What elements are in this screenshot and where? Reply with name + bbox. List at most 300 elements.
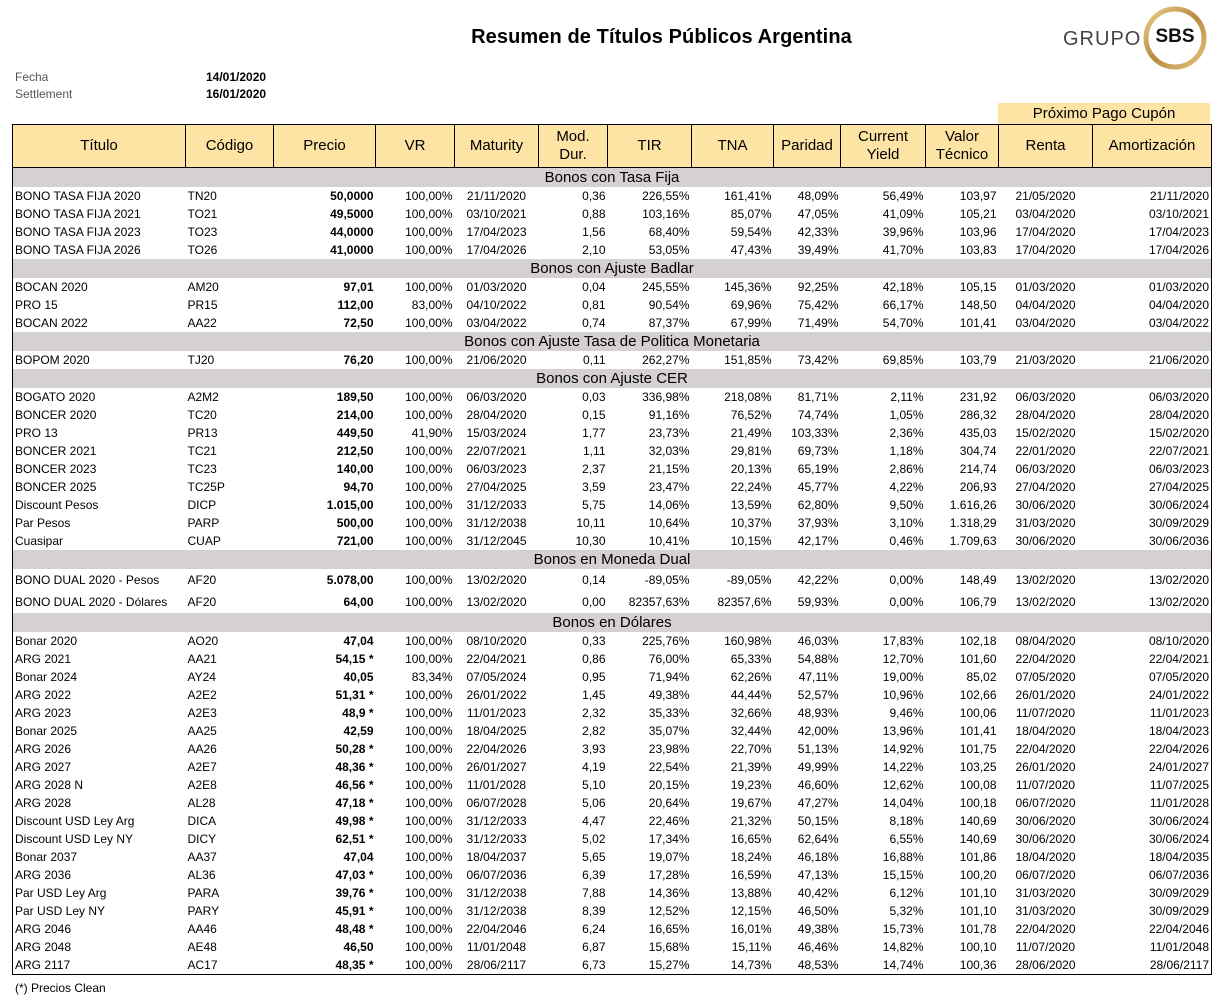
- table-cell: 2,86%: [889, 462, 924, 476]
- table-cell: 41,0000: [330, 243, 374, 257]
- table-row: [13, 794, 1212, 812]
- table-row: [13, 314, 1212, 332]
- table-cell: 97,01: [343, 280, 374, 294]
- table-cell: 100,00%: [405, 390, 453, 404]
- table-cell: 16,65%: [648, 922, 690, 936]
- table-cell: 19,23%: [730, 778, 772, 792]
- table-cell: 1,45: [582, 688, 606, 702]
- table-cell: 01/03/2020: [1148, 280, 1209, 294]
- table-cell: 35,07%: [648, 724, 690, 738]
- table-cell: 40,42%: [797, 886, 839, 900]
- table-cell: 14,04%: [882, 796, 924, 810]
- table-row: [13, 686, 1212, 704]
- table-cell: 262,27%: [642, 353, 690, 367]
- table-cell: 2,11%: [890, 390, 924, 404]
- table-cell: TO26: [187, 243, 218, 257]
- table-cell: 101,78: [959, 922, 997, 936]
- table-cell: 30/06/2024: [1148, 832, 1209, 846]
- table-cell: 2,82: [582, 724, 606, 738]
- column-header: Precio: [274, 125, 376, 168]
- table-cell: ARG 2046: [15, 922, 72, 936]
- table-cell: 41,70%: [882, 243, 924, 257]
- table-cell: 15,15%: [882, 868, 924, 882]
- table-cell: 48,36 *: [335, 760, 374, 774]
- table-cell: 41,90%: [411, 426, 453, 440]
- table-cell: A2E3: [187, 706, 217, 720]
- table-cell: 31/03/2020: [1015, 516, 1076, 530]
- table-cell: BONCER 2020: [15, 408, 97, 422]
- table-cell: 42,17%: [797, 534, 839, 548]
- table-cell: ARG 2026: [15, 742, 72, 756]
- table-cell: 32,44%: [730, 724, 772, 738]
- table-cell: 151,85%: [724, 353, 772, 367]
- table-cell: 48,9 *: [342, 706, 374, 720]
- table-cell: 112,00: [337, 298, 374, 312]
- table-cell: 08/10/2020: [1148, 634, 1209, 648]
- table-cell: 03/04/2022: [1148, 316, 1209, 330]
- column-header: Mod. Dur.: [539, 125, 608, 168]
- table-cell: 17,28%: [648, 868, 690, 882]
- table-cell: 212,50: [336, 444, 374, 458]
- table-cell: 13/02/2020: [1015, 595, 1076, 609]
- table-cell: AA26: [187, 742, 217, 756]
- table-cell: BONO TASA FIJA 2023: [15, 225, 141, 239]
- table-cell: 2,36%: [889, 426, 924, 440]
- table-cell: ARG 2027: [15, 760, 72, 774]
- table-cell: 103,97: [959, 189, 997, 203]
- table-cell: 15,68%: [648, 940, 690, 954]
- table-cell: 35,33%: [648, 706, 690, 720]
- table-row: [13, 278, 1212, 296]
- table-cell: 500,00: [336, 516, 374, 530]
- table-cell: 32,66%: [730, 706, 772, 720]
- table-cell: 30/06/2024: [1148, 498, 1209, 512]
- table-cell: 31/12/2033: [466, 814, 527, 828]
- table-row: [13, 758, 1212, 776]
- table-cell: TC20: [187, 408, 217, 422]
- table-cell: AA46: [187, 922, 217, 936]
- table-cell: 19,07%: [648, 850, 690, 864]
- table-cell: TC25P: [187, 480, 225, 494]
- table-cell: 49,98 *: [335, 814, 374, 828]
- table-cell: 100,00%: [405, 444, 453, 458]
- table-cell: TJ20: [187, 353, 215, 367]
- table-cell: 10,41%: [648, 534, 690, 548]
- proximo-pago-cupon-header: Próximo Pago Cupón: [998, 103, 1210, 124]
- table-cell: 30/09/2029: [1148, 516, 1209, 530]
- table-cell: 87,37%: [648, 316, 690, 330]
- table-cell: 214,74: [959, 462, 997, 476]
- table-cell: 103,16%: [642, 207, 690, 221]
- table-cell: 0,46%: [889, 534, 924, 548]
- table-cell: 07/05/2024: [466, 670, 527, 684]
- table-cell: 18/04/2023: [1148, 724, 1209, 738]
- table-cell: 15,27%: [648, 958, 690, 972]
- table-cell: AL28: [187, 796, 216, 810]
- table-cell: AA22: [187, 316, 217, 330]
- table-cell: 06/07/2020: [1015, 868, 1076, 882]
- table-cell: 47,11%: [798, 670, 839, 684]
- table-cell: 18,24%: [730, 850, 772, 864]
- table-body: [13, 168, 1212, 975]
- table-cell: 225,76%: [642, 634, 690, 648]
- table-cell: 4,22%: [889, 480, 924, 494]
- table-cell: 103,33%: [791, 426, 839, 440]
- table-cell: 18/04/2020: [1015, 850, 1076, 864]
- table-cell: 44,0000: [330, 225, 374, 239]
- table-cell: 103,79: [959, 353, 997, 367]
- table-cell: 103,83: [959, 243, 997, 257]
- table-cell: 46,50%: [797, 904, 839, 918]
- table-cell: 9,46%: [889, 706, 924, 720]
- table-cell: 41,09%: [882, 207, 924, 221]
- table-cell: 103,96: [959, 225, 997, 239]
- table-cell: 189,50: [336, 390, 374, 404]
- table-cell: 65,19%: [797, 462, 839, 476]
- table-cell: 1.318,29: [949, 516, 997, 530]
- table-cell: 3,93: [582, 742, 606, 756]
- table-cell: 100,00%: [405, 868, 453, 882]
- table-row: [13, 740, 1212, 758]
- table-cell: 15,73%: [882, 922, 924, 936]
- table-cell: 23,73%: [648, 426, 690, 440]
- table-cell: 101,86: [959, 850, 997, 864]
- table-cell: 59,54%: [730, 225, 772, 239]
- table-cell: 6,73: [582, 958, 606, 972]
- table-cell: 47,43%: [730, 243, 772, 257]
- table-cell: 100,18: [959, 796, 997, 810]
- table-cell: 83,34%: [411, 670, 453, 684]
- table-cell: 6,24: [582, 922, 606, 936]
- section-title: Bonos con Ajuste Tasa de Politica Monetaria: [13, 332, 1212, 351]
- table-cell: 26/01/2022: [466, 688, 527, 702]
- table-cell: 49,5000: [330, 207, 374, 221]
- table-cell: 21/11/2020: [466, 189, 527, 203]
- table-cell: 22/04/2020: [1015, 922, 1076, 936]
- table-cell: 31/12/2033: [466, 498, 527, 512]
- table-cell: 04/10/2022: [466, 298, 527, 312]
- section-title: Bonos en Dólares: [13, 613, 1212, 632]
- table-cell: AA21: [187, 652, 217, 666]
- table-cell: 1.015,00: [326, 498, 374, 512]
- table-cell: 48,53%: [797, 958, 839, 972]
- table-cell: 0,88: [582, 207, 606, 221]
- table-cell: 20,64%: [648, 796, 690, 810]
- table-cell: 5,02: [582, 832, 606, 846]
- table-cell: 27/04/2020: [1015, 480, 1076, 494]
- table-cell: 105,21: [959, 207, 997, 221]
- table-row: [13, 848, 1212, 866]
- section-header-row: [13, 550, 1212, 569]
- table-cell: 24/01/2027: [1148, 760, 1209, 774]
- table-cell: A2E2: [187, 688, 217, 702]
- table-cell: 101,10: [959, 904, 997, 918]
- table-cell: 08/04/2020: [1015, 634, 1076, 648]
- footnote: (*) Precios Clean: [15, 981, 106, 995]
- column-header: VR: [376, 125, 455, 168]
- table-cell: 336,98%: [642, 390, 690, 404]
- table-cell: 39,96%: [882, 225, 924, 239]
- table-cell: 449,50: [336, 426, 374, 440]
- table-cell: BOGATO 2020: [15, 390, 96, 404]
- table-cell: 28/04/2020: [1015, 408, 1076, 422]
- table-row: [13, 956, 1212, 975]
- table-cell: Discount Pesos: [15, 498, 99, 512]
- table-row: [13, 496, 1212, 514]
- table-cell: 148,49: [959, 573, 997, 587]
- section-title: Bonos con Tasa Fija: [13, 168, 1212, 188]
- table-cell: 5,06: [582, 796, 606, 810]
- table-cell: 28/06/2117: [466, 958, 527, 972]
- section-title: Bonos en Moneda Dual: [13, 550, 1212, 569]
- table-cell: 100,00%: [405, 814, 453, 828]
- table-cell: 49,38%: [648, 688, 690, 702]
- table-cell: 71,49%: [797, 316, 839, 330]
- table-cell: 45,91 *: [335, 904, 374, 918]
- table-cell: 27/04/2025: [466, 480, 527, 494]
- table-cell: PR15: [187, 298, 218, 312]
- table-cell: Bonar 2025: [15, 724, 78, 738]
- table-cell: 64,00: [343, 595, 374, 609]
- table-cell: 11/01/2023: [466, 706, 527, 720]
- table-cell: 101,60: [959, 652, 997, 666]
- table-row: [13, 812, 1212, 830]
- table-row: [13, 424, 1212, 442]
- table-cell: 30/06/2020: [1015, 534, 1076, 548]
- table-cell: Par USD Ley Arg: [15, 886, 107, 900]
- table-cell: AO20: [187, 634, 219, 648]
- table-cell: 102,66: [959, 688, 997, 702]
- table-cell: 16,65%: [730, 832, 772, 846]
- table-cell: 100,00%: [405, 634, 453, 648]
- table-cell: BONO TASA FIJA 2026: [15, 243, 141, 257]
- table-row: [13, 205, 1212, 223]
- table-cell: 0,03: [582, 390, 606, 404]
- table-cell: 42,59: [343, 724, 374, 738]
- table-cell: 44,44%: [730, 688, 772, 702]
- table-cell: 0,95: [582, 670, 606, 684]
- table-cell: 17,83%: [882, 634, 924, 648]
- table-cell: 100,00%: [405, 225, 453, 239]
- bonds-table: [12, 124, 1212, 975]
- table-cell: 67,99%: [730, 316, 772, 330]
- page-title: Resumen de Títulos Públicos Argentina: [471, 26, 852, 48]
- table-cell: 46,46%: [797, 940, 839, 954]
- table-cell: 30/06/2036: [1148, 534, 1209, 548]
- table-cell: 30/06/2020: [1015, 814, 1076, 828]
- table-row: [13, 442, 1212, 460]
- column-header: Maturity: [455, 125, 539, 168]
- table-cell: 0,33: [582, 634, 606, 648]
- table-cell: 42,00%: [797, 724, 839, 738]
- table-cell: 22/07/2021: [466, 444, 527, 458]
- table-cell: 0,15: [582, 408, 606, 422]
- table-cell: 245,55%: [642, 280, 690, 294]
- table-cell: 08/10/2020: [466, 634, 527, 648]
- table-cell: 21/05/2020: [1015, 189, 1076, 203]
- table-cell: 19,67%: [730, 796, 772, 810]
- column-header: Código: [186, 125, 274, 168]
- table-cell: 2,10: [582, 243, 606, 257]
- table-cell: 0,36: [582, 189, 606, 203]
- column-header: Valor Técnico: [926, 125, 999, 168]
- table-cell: 2,32: [582, 706, 606, 720]
- column-header: Renta: [999, 125, 1093, 168]
- table-cell: 40,05: [343, 670, 374, 684]
- table-cell: PARP: [187, 516, 220, 530]
- table-cell: 21/03/2020: [1015, 353, 1076, 367]
- table-cell: 100,00%: [405, 516, 453, 530]
- table-cell: 39,49%: [797, 243, 839, 257]
- table-row: [13, 866, 1212, 884]
- table-cell: 12,52%: [648, 904, 690, 918]
- table-cell: 13,96%: [882, 724, 924, 738]
- table-cell: Cuasipar: [15, 534, 64, 548]
- table-cell: 07/05/2020: [1148, 670, 1209, 684]
- table-cell: 23,47%: [648, 480, 690, 494]
- table-cell: 48,35 *: [335, 958, 374, 972]
- table-cell: BONO TASA FIJA 2020: [15, 189, 141, 203]
- table-row: [13, 187, 1212, 205]
- table-cell: 304,74: [959, 444, 997, 458]
- table-cell: 30/09/2029: [1148, 904, 1209, 918]
- table-cell: 48,09%: [797, 189, 839, 203]
- table-cell: DICA: [187, 814, 217, 828]
- table-cell: 0,14: [582, 573, 606, 587]
- table-cell: 76,52%: [730, 408, 772, 422]
- table-cell: 03/04/2020: [1015, 316, 1076, 330]
- table-cell: A2E8: [187, 778, 217, 792]
- table-cell: 1.616,26: [949, 498, 997, 512]
- table-cell: 100,00%: [405, 573, 453, 587]
- table-cell: 100,00%: [405, 652, 453, 666]
- table-cell: 105,15: [959, 280, 997, 294]
- table-cell: 17/04/2026: [1148, 243, 1209, 257]
- table-cell: A2E7: [187, 760, 217, 774]
- table-cell: 0,11: [583, 353, 606, 367]
- table-cell: 140,00: [336, 462, 374, 476]
- table-cell: 31/12/2038: [466, 886, 527, 900]
- table-cell: 22/04/2046: [1148, 922, 1209, 936]
- table-cell: 26/01/2020: [1015, 688, 1076, 702]
- table-cell: Bonar 2020: [15, 634, 78, 648]
- table-row: [13, 223, 1212, 241]
- table-cell: 3,10%: [889, 516, 924, 530]
- table-cell: 85,02: [966, 670, 997, 684]
- table-cell: 47,04: [343, 634, 374, 648]
- table-row: [13, 569, 1212, 591]
- table-cell: 17/04/2026: [466, 243, 527, 257]
- table-cell: ARG 2028 N: [15, 778, 84, 792]
- table-cell: 54,70%: [882, 316, 924, 330]
- table-cell: 100,00%: [405, 958, 453, 972]
- table-cell: 03/10/2021: [1148, 207, 1209, 221]
- table-cell: 21,15%: [648, 462, 690, 476]
- table-cell: 82357,63%: [628, 595, 690, 609]
- table-cell: 1,18%: [889, 444, 924, 458]
- table-cell: 5,10: [582, 778, 606, 792]
- table-cell: ARG 2048: [15, 940, 72, 954]
- table-cell: 10,37%: [730, 516, 772, 530]
- table-cell: 11/01/2048: [466, 940, 527, 954]
- section-header-row: [13, 332, 1212, 351]
- table-cell: 10,30: [575, 534, 606, 548]
- table-cell: 28/06/2117: [1149, 958, 1209, 972]
- table-cell: 14,74%: [882, 958, 924, 972]
- table-cell: 06/03/2023: [1148, 462, 1209, 476]
- table-cell: 103,25: [959, 760, 997, 774]
- table-cell: 19,00%: [882, 670, 924, 684]
- table-cell: 6,55%: [889, 832, 924, 846]
- table-cell: 01/03/2020: [466, 280, 527, 294]
- table-cell: 30/06/2020: [1015, 498, 1076, 512]
- table-row: [13, 650, 1212, 668]
- table-cell: AM20: [187, 280, 219, 294]
- table-row: [13, 478, 1212, 496]
- table-cell: TC21: [187, 444, 217, 458]
- table-cell: 49,99%: [797, 760, 839, 774]
- table-cell: 140,69: [959, 814, 997, 828]
- table-cell: 100,00%: [405, 886, 453, 900]
- section-header-row: [13, 613, 1212, 632]
- table-cell: 22/04/2021: [466, 652, 527, 666]
- table-row: [13, 722, 1212, 740]
- table-cell: 31/12/2038: [466, 904, 527, 918]
- table-cell: 1.709,63: [949, 534, 997, 548]
- table-cell: 54,88%: [797, 652, 839, 666]
- table-cell: 18/04/2025: [466, 724, 527, 738]
- table-cell: 07/05/2020: [1015, 670, 1076, 684]
- table-cell: 47,04: [343, 850, 374, 864]
- table-cell: 214,00: [336, 408, 374, 422]
- table-cell: 16,59%: [730, 868, 772, 882]
- table-cell: 100,00%: [405, 595, 453, 609]
- table-cell: 31/12/2045: [466, 534, 527, 548]
- table-row: [13, 704, 1212, 722]
- table-cell: 20,15%: [648, 778, 690, 792]
- table-cell: Par Pesos: [15, 516, 71, 530]
- table-cell: 10,64%: [648, 516, 690, 530]
- table-cell: 29,81%: [730, 444, 772, 458]
- table-cell: 21/06/2020: [466, 353, 527, 367]
- section-title: Bonos con Ajuste Badlar: [13, 259, 1212, 278]
- table-cell: 101,41: [959, 316, 997, 330]
- table-cell: 06/03/2020: [466, 390, 527, 404]
- table-cell: 100,00%: [405, 778, 453, 792]
- table-cell: 18/04/2020: [1015, 724, 1076, 738]
- table-cell: 0,00%: [889, 573, 924, 587]
- table-cell: 100,00%: [405, 480, 453, 494]
- table-cell: 68,40%: [648, 225, 690, 239]
- table-cell: -89,05%: [726, 573, 772, 587]
- table-cell: BOCAN 2020: [15, 280, 88, 294]
- table-cell: 21,32%: [730, 814, 772, 828]
- table-cell: 92,25%: [797, 280, 839, 294]
- table-cell: 62,26%: [730, 670, 772, 684]
- table-cell: 30/09/2029: [1148, 886, 1209, 900]
- table-cell: 22/01/2020: [1015, 444, 1076, 458]
- table-cell: 46,56 *: [335, 778, 374, 792]
- table-cell: 206,93: [959, 480, 997, 494]
- table-cell: 13/02/2020: [1148, 595, 1209, 609]
- table-cell: 101,41: [959, 724, 997, 738]
- table-cell: BONO DUAL 2020 - Dólares: [15, 595, 168, 609]
- table-cell: 100,00%: [405, 922, 453, 936]
- table-cell: 47,18 *: [335, 796, 374, 810]
- table-cell: 148,50: [959, 298, 997, 312]
- table-row: [13, 938, 1212, 956]
- table-cell: 42,33%: [797, 225, 839, 239]
